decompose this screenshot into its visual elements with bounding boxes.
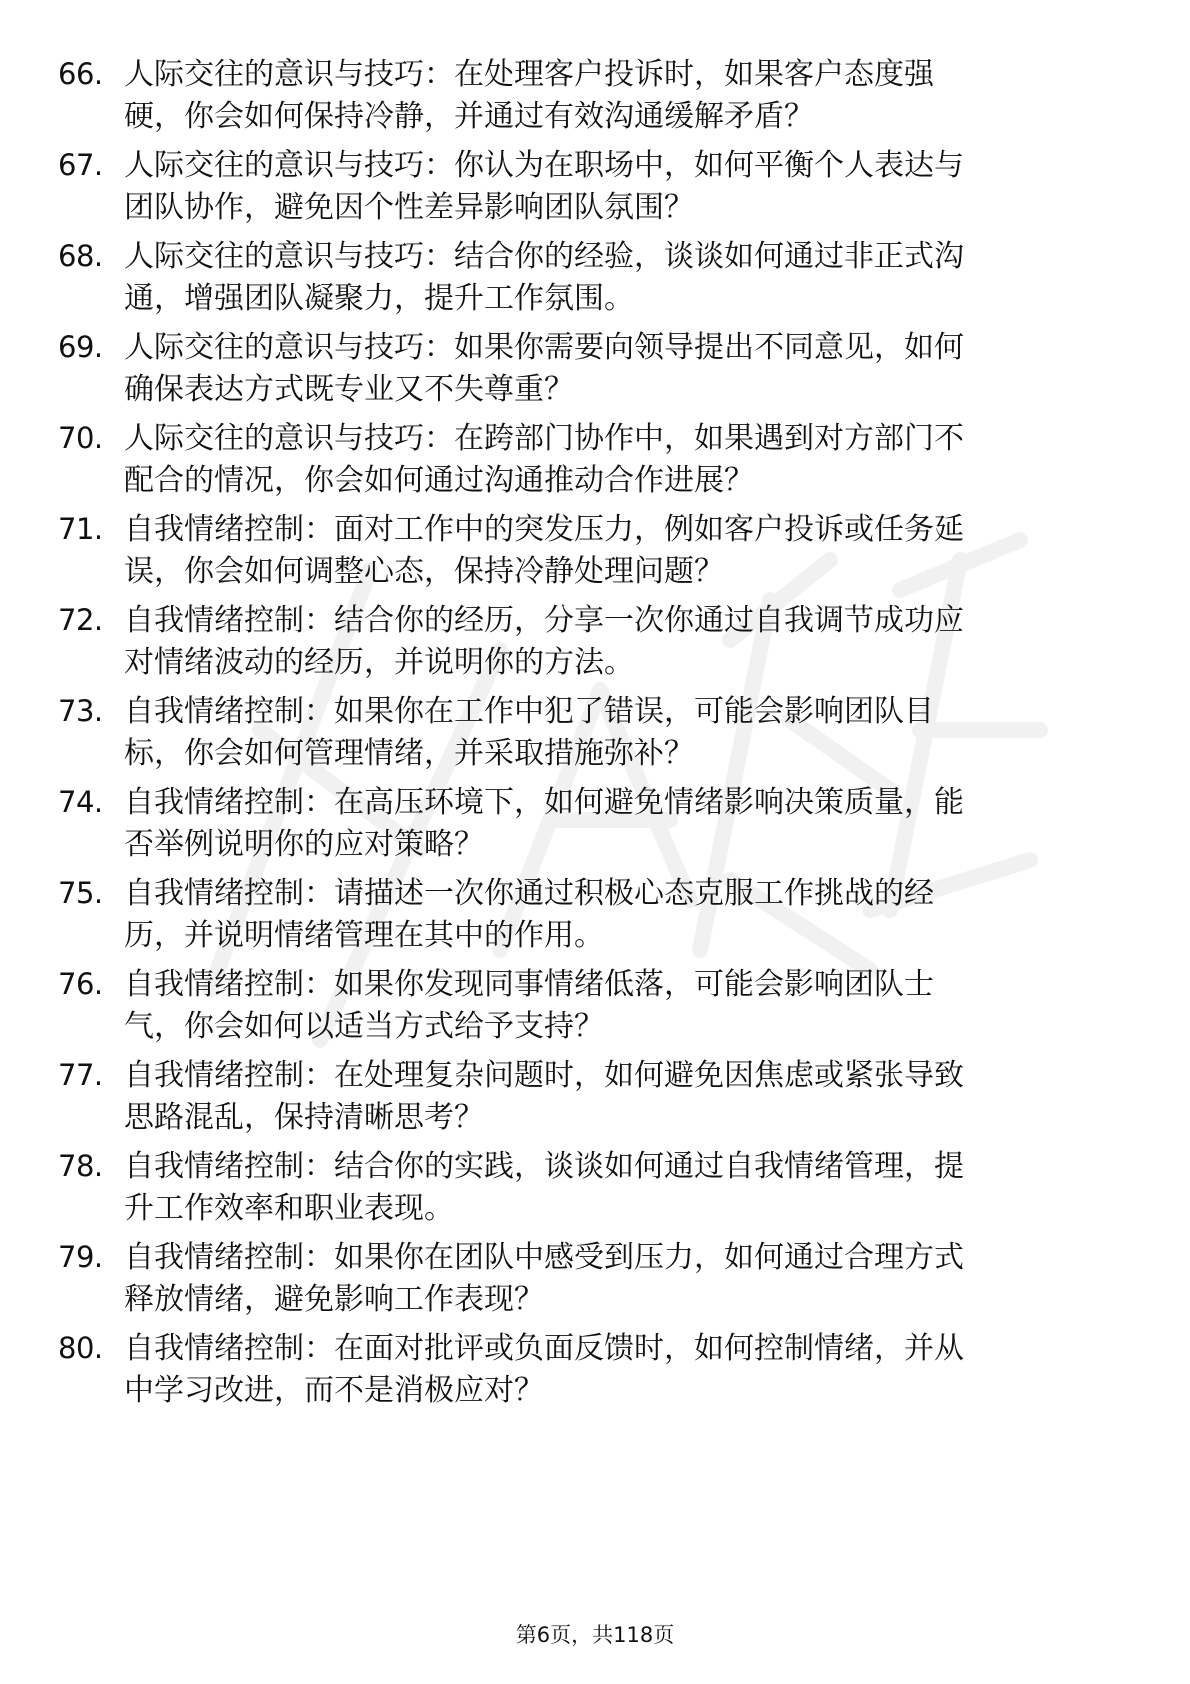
question-item [58, 781, 1118, 871]
question-text-line: 人际交往的意识与技巧：你认为在职场中，如何平衡个人表达与 [124, 148, 964, 183]
question-number: 70. [58, 421, 103, 455]
question-text-line: 标，你会如何管理情绪，并采取措施弥补？ [124, 736, 694, 771]
question-text-line: 升工作效率和职业表现。 [124, 1191, 454, 1226]
question-item [58, 599, 1118, 689]
question-text-line: 通，增强团队凝聚力，提升工作氛围。 [124, 281, 634, 316]
question-number: 72. [58, 603, 103, 637]
question-text-line: 中学习改进，而不是消极应对？ [124, 1373, 544, 1408]
question-item [58, 53, 1118, 143]
question-number: 76. [58, 967, 103, 1001]
question-text-line: 自我情绪控制：面对工作中的突发压力，例如客户投诉或任务延 [124, 512, 964, 547]
question-text-line: 自我情绪控制：结合你的实践，谈谈如何通过自我情绪管理，提 [124, 1149, 964, 1184]
question-text-line: 自我情绪控制：请描述一次你通过积极心态克服工作挑战的经 [124, 876, 934, 911]
question-text-line: 硬，你会如何保持冷静，并通过有效沟通缓解矛盾？ [124, 99, 814, 134]
question-number: 79. [58, 1240, 103, 1274]
question-number: 73. [58, 694, 103, 728]
page-number-footer: 第6页，共118页 [515, 1623, 675, 1647]
question-text-line: 对情绪波动的经历，并说明你的方法。 [124, 645, 634, 680]
question-text-line: 自我情绪控制：在高压环境下，如何避免情绪影响决策质量，能 [124, 785, 964, 820]
question-text-line: 气，你会如何以适当方式给予支持？ [124, 1009, 604, 1044]
question-number: 80. [58, 1331, 103, 1365]
question-item [58, 326, 1118, 416]
question-item [58, 1236, 1118, 1326]
question-text-line: 人际交往的意识与技巧：如果你需要向领导提出不同意见，如何 [124, 330, 964, 365]
question-text-line: 历，并说明情绪管理在其中的作用。 [124, 918, 604, 953]
question-text-line: 自我情绪控制：在处理复杂问题时，如何避免因焦虑或紧张导致 [124, 1058, 964, 1093]
question-text-line: 确保表达方式既专业又不失尊重？ [124, 372, 574, 407]
question-text-line: 自我情绪控制：如果你在团队中感受到压力，如何通过合理方式 [124, 1240, 964, 1275]
question-text-line: 配合的情况，你会如何通过沟通推动合作进展？ [124, 463, 754, 498]
question-item [58, 235, 1118, 325]
question-item [58, 1145, 1118, 1235]
question-item [58, 508, 1118, 598]
question-text-line: 释放情绪，避免影响工作表现？ [124, 1282, 544, 1317]
question-text-line: 自我情绪控制：在面对批评或负面反馈时，如何控制情绪，并从 [124, 1331, 964, 1366]
question-number: 68. [58, 239, 103, 273]
question-text-line: 否举例说明你的应对策略？ [124, 827, 484, 862]
question-text-line: 思路混乱，保持清晰思考？ [124, 1100, 484, 1135]
question-text-line: 误，你会如何调整心态，保持冷静处理问题？ [124, 554, 724, 589]
question-item [58, 417, 1118, 507]
question-number: 66. [58, 57, 103, 91]
question-number: 71. [58, 512, 103, 546]
question-text-line: 自我情绪控制：结合你的经历，分享一次你通过自我调节成功应 [124, 603, 964, 638]
question-item [58, 963, 1118, 1053]
question-text-line: 人际交往的意识与技巧：在跨部门协作中，如果遇到对方部门不 [124, 421, 964, 456]
question-item [58, 1327, 1118, 1417]
question-text-line: 自我情绪控制：如果你在工作中犯了错误，可能会影响团队目 [124, 694, 934, 729]
question-number: 77. [58, 1058, 103, 1092]
question-number: 78. [58, 1149, 103, 1183]
question-item [58, 872, 1118, 962]
question-item [58, 690, 1118, 780]
question-number: 67. [58, 148, 103, 182]
question-number: 75. [58, 876, 103, 910]
question-text-line: 人际交往的意识与技巧：在处理客户投诉时，如果客户态度强 [124, 57, 934, 92]
question-number: 69. [58, 330, 103, 364]
question-text-line: 人际交往的意识与技巧：结合你的经验，谈谈如何通过非正式沟 [124, 239, 964, 274]
question-text-line: 自我情绪控制：如果你发现同事情绪低落，可能会影响团队士 [124, 967, 934, 1002]
question-item [58, 144, 1118, 234]
question-item [58, 1054, 1118, 1144]
question-text-line: 团队协作，避免因个性差异影响团队氛围？ [124, 190, 694, 225]
question-number: 74. [58, 785, 103, 819]
